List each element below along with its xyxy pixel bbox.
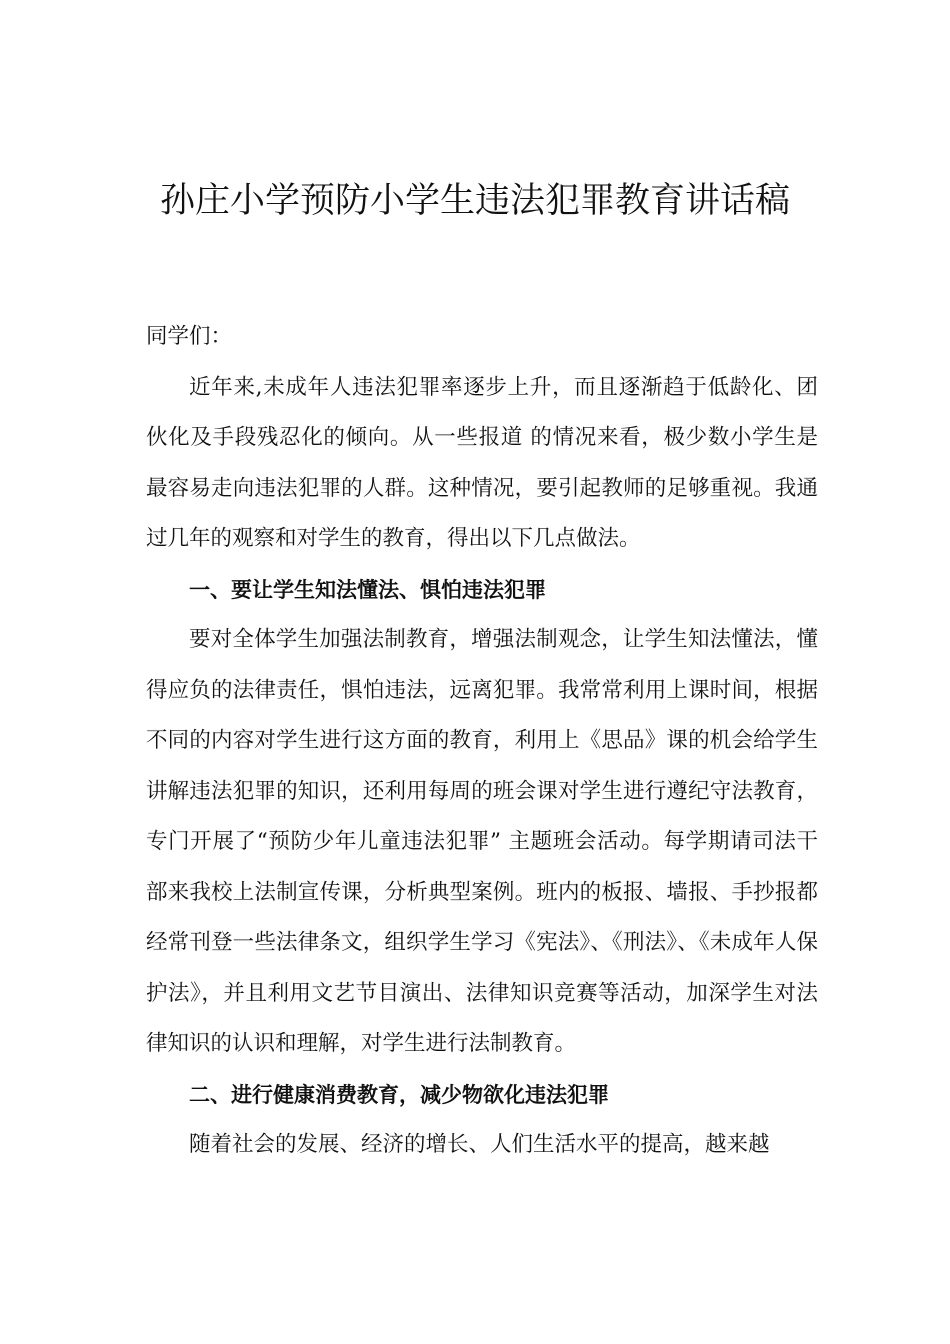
- section-heading: 一、要让学生知法懂法、惧怕违法犯罪: [189, 577, 546, 602]
- body-paragraph: 近年来,未成年人违法犯罪率逐步上升，而且逐渐趋于低龄化、团伙化及手段残忍化的倾向。从一些报道 的情况来看，极少数小学生是最容易走向违法犯罪的人群。这种情况，要引起教师的足够重视。我通过几年的观察和对学生的教育，得出以下几点做法。: [146, 374, 818, 551]
- document-body: [146, 312, 818, 1171]
- body-paragraph: 要对全体学生加强法制教育，增强法制观念，让学生知法懂法，懂得应负的法律责任，惧怕违法，远离犯罪。我常常利用上课时间，根据不同的内容对学生进行这方面的教育，利用上《思品》课的机会给学生讲解违法犯罪的知识，还利用每周的班会课对学生进行遵纪守法教育，专门开展了“预防少年儿童违法犯罪” 主题班会活动。每学期请司法干部来我校上法制宣传课，分析典型案例。班内的板报、墙报、手抄报都经常刊登一些法律条文，组织学生学习《宪法》、《刑法》、《未成年人保护法》，并且利用文艺节目演出、法律知识竞赛等活动，加深学生对法律知识的认识和理解，对学生进行法制教育。: [146, 627, 818, 1056]
- section-heading: 二、进行健康消费教育，减少物欲化违法犯罪: [189, 1082, 609, 1107]
- document-title: 孙庄小学预防小学生违法犯罪教育讲话稿: [159, 181, 790, 221]
- salutation: 同学们：: [146, 324, 233, 349]
- body-paragraph: 随着社会的发展、经济的增长、人们生活水平的提高，越来越: [189, 1132, 770, 1157]
